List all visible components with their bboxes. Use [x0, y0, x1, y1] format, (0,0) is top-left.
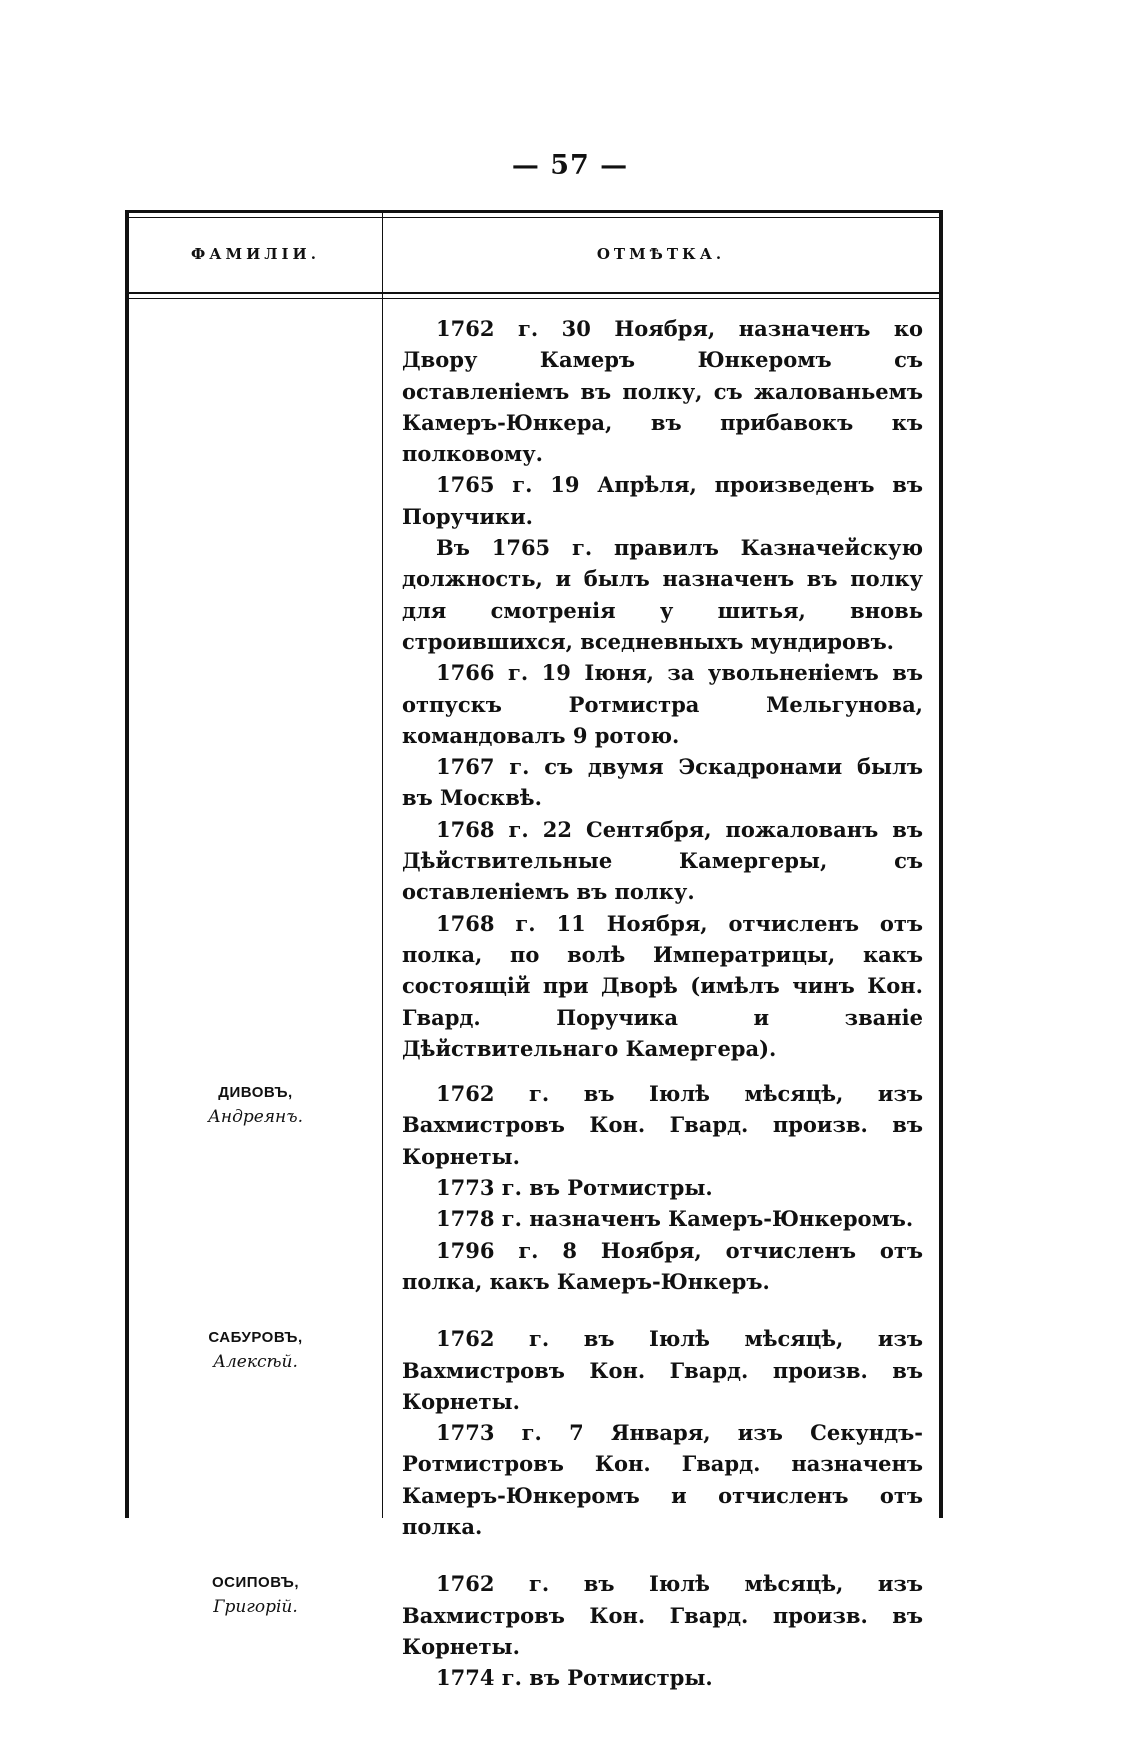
given-name: Алексѣй.	[213, 1352, 298, 1373]
register-table	[125, 210, 943, 1691]
note: 1778 г. назначенъ Камеръ-Юнкеромъ.	[436, 1206, 914, 1232]
name-cell	[129, 1078, 382, 1297]
note: 1762 г. въ Іюлѣ мѣсяцѣ, изъ Вахмистровъ Кон. Гвард. произв. въ Корнеты.	[402, 1326, 923, 1414]
entry-osipov	[129, 1568, 939, 1693]
surname: САБУРОВЪ,	[208, 1329, 303, 1347]
note: 1773 г. въ Ротмистры.	[436, 1175, 713, 1201]
given-name: Андреянъ.	[208, 1107, 303, 1128]
notes-cell	[382, 1323, 939, 1542]
note: 1774 г. въ Ротмистры.	[436, 1665, 713, 1691]
given-name: Григорій.	[213, 1597, 298, 1618]
note: 1773 г. 7 Января, изъ Секундъ-Ротмистровъ Кон. Гвард. назначенъ Камеръ-Юнкеромъ и отчисленъ отъ полка.	[402, 1420, 923, 1539]
surname: ОСИПОВЪ,	[211, 1574, 300, 1592]
entry-saburov	[129, 1323, 939, 1542]
note: 1766 г. 19 Іюня, за увольненіемъ въ отпускъ Ротмистра Мельгунова, командовалъ 9 ротою.	[402, 660, 923, 748]
surname: ДИВОВЪ,	[218, 1084, 293, 1102]
note: Въ 1765 г. правилъ Казначейскую должность, и былъ назначенъ въ полку для смотренія у шитья, вновь строившихся, вседневныхъ мундировъ.	[402, 535, 923, 654]
note: 1762 г. въ Іюлѣ мѣсяцѣ, изъ Вахмистровъ Кон. Гвард. произв. въ Корнеты.	[402, 1571, 923, 1659]
notes-cell	[382, 1078, 939, 1297]
entry-continued	[129, 313, 939, 1064]
page-number: — 57 —	[511, 150, 629, 181]
notes-cell	[382, 313, 939, 1064]
note: 1765 г. 19 Апрѣля, произведенъ въ Поручики.	[402, 472, 923, 529]
note: 1762 г. 30 Ноября, назначенъ ко Двору Камеръ Юнкеромъ съ оставленіемъ въ полку, съ жалованьемъ Камеръ-Юнкера, въ прибавокъ къ полковому.	[402, 316, 923, 467]
header-names: ФАМИЛІИ.	[191, 245, 320, 263]
header-notes: ОТМѢТКА.	[596, 245, 726, 263]
header-rule	[129, 292, 939, 294]
note: 1796 г. 8 Ноября, отчисленъ отъ полка, какъ Камеръ-Юнкеръ.	[402, 1237, 923, 1294]
name-cell	[129, 313, 382, 1064]
entries	[129, 313, 939, 1693]
note: 1768 г. 22 Сентября, пожалованъ въ Дѣйствительные Камергеры, съ оставленіемъ въ полку.	[402, 816, 923, 905]
name-cell	[129, 1323, 382, 1542]
notes-cell	[382, 1568, 939, 1693]
note: 1762 г. въ Іюлѣ мѣсяцѣ, изъ Вахмистровъ Кон. Гвард. произв. въ Корнеты.	[402, 1081, 923, 1169]
note: 1767 г. съ двумя Эскадронами былъ въ Москвѣ.	[402, 754, 923, 811]
entry-divov	[129, 1078, 939, 1297]
note: 1768 г. 11 Ноября, отчисленъ отъ полка, по волѣ Императрицы, какъ состоящій при Дворѣ (имѣлъ чинъ Кон. Гвард. Поручика и званіе Дѣйствительнаго Камергера).	[402, 910, 923, 1061]
name-cell	[129, 1568, 382, 1693]
